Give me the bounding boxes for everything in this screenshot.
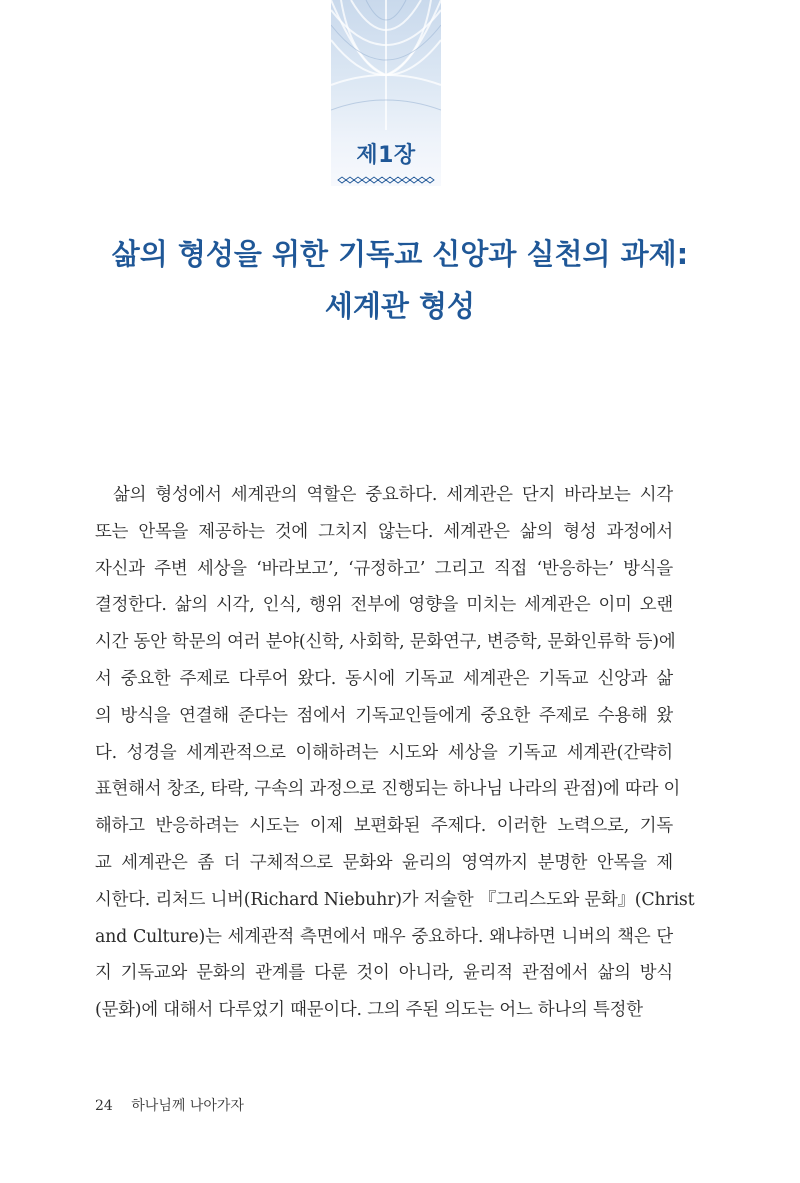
chapter-title-line-2: 세계관 형성 bbox=[324, 289, 476, 323]
body-line: and Culture)는 세계관적 측면에서 매우 중요하다. 왜냐하면 니버의 책은 단 bbox=[95, 926, 673, 947]
running-title: 하나님께 나아가자 bbox=[131, 1098, 244, 1114]
body-line: 서 중요한 주제로 다루어 왔다. 동시에 기독교 세계관은 기독교 신앙과 삶 bbox=[95, 668, 673, 689]
body-line: (문화)에 대해서 다루었기 때문이다. 그의 주된 의도는 어느 하나의 특정한 bbox=[95, 1000, 643, 1021]
gothic-vault-illustration bbox=[331, 0, 441, 130]
body-line: 시한다. 리처드 니버(Richard Niebuhr)가 저술한 『그리스도와 문화』(Christ bbox=[95, 889, 695, 910]
body-line: 삶의 형성에서 세계관의 역할은 중요하다. 세계관은 단지 바라보는 시각 bbox=[113, 485, 673, 505]
body-line: 다. 성경을 세계관적으로 이해하려는 시도와 세상을 기독교 세계관(간략히 bbox=[95, 742, 673, 763]
body-line: 교 세계관은 좀 더 구체적으로 문화와 윤리의 영역까지 분명한 안목을 제 bbox=[95, 852, 673, 873]
body-paragraph bbox=[95, 477, 695, 1029]
page-footer bbox=[95, 1095, 244, 1115]
chapter-label: 제1장 bbox=[356, 143, 416, 168]
body-line: 의 방식을 연결해 준다는 점에서 기독교인들에게 중요한 주제로 수용해 왔 bbox=[95, 705, 673, 726]
chapter-tab bbox=[331, 0, 441, 186]
body-line: 자신과 주변 세상을 ‘바라보고’, ‘규정하고’ 그리고 직접 ‘반응하는’ 방식을 bbox=[95, 558, 673, 579]
page-number: 24 bbox=[95, 1098, 113, 1114]
body-line: 시간 동안 학문의 여러 분야(신학, 사회학, 문화연구, 변증학, 문화인류학 등)에 bbox=[95, 632, 676, 653]
chapter-title bbox=[40, 228, 760, 332]
body-line: 해하고 반응하려는 시도는 이제 보편화된 주제다. 이러한 노력으로, 기독 bbox=[95, 816, 673, 837]
chapter-title-line-1: 삶의 형성을 위한 기독교 신앙과 실천의 과제: bbox=[111, 237, 689, 271]
body-line: 결정한다. 삶의 시각, 인식, 행위 전부에 영향을 미치는 세계관은 이미 오랜 bbox=[95, 595, 673, 616]
body-line: 또는 안목을 제공하는 것에 그치지 않는다. 세계관은 삶의 형성 과정에서 bbox=[95, 521, 673, 542]
body-line: 표현해서 창조, 타락, 구속의 과정으로 진행되는 하나님 나라의 관점)에 따라 이 bbox=[95, 779, 681, 800]
chapter-ornament bbox=[337, 176, 435, 184]
body-line: 지 기독교와 문화의 관계를 다룬 것이 아니라, 윤리적 관점에서 삶의 방식 bbox=[95, 963, 673, 984]
